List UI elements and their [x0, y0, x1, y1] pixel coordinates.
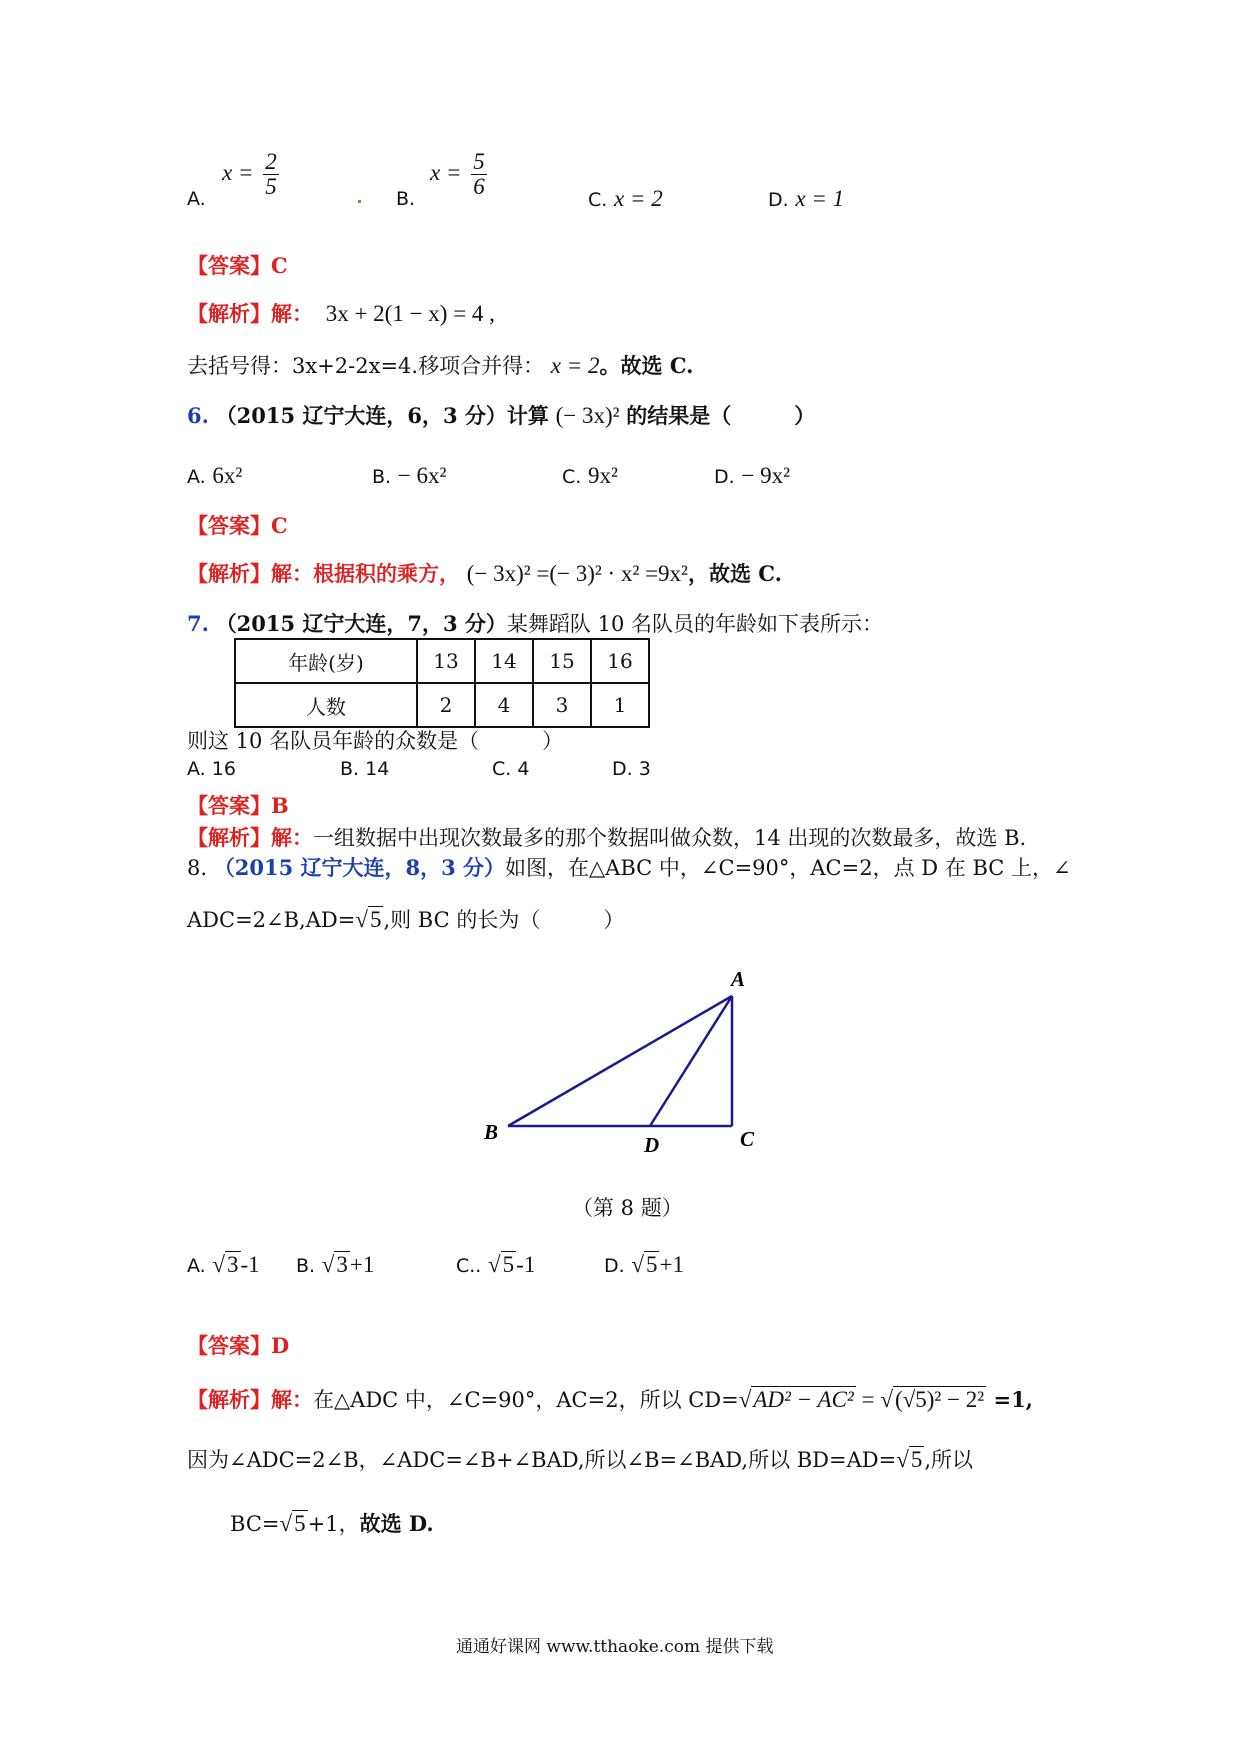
table-cell: 14	[475, 639, 533, 683]
q5-analysis-line2: 去括号得：3x+2-2x=4.移项合并得： x = 2。故选 C.	[187, 353, 694, 378]
q7-stem: 7. （2015 辽宁大连，7，3 分）某舞蹈队 10 名队员的年龄如下表所示：	[187, 611, 883, 636]
segment-ab	[508, 996, 732, 1126]
q8-option-b: B. √3+1	[296, 1252, 375, 1277]
table-cell: 3	[533, 683, 591, 727]
q8-analysis-line1: 【解析】解：在△ADC 中，∠C=90°，AC=2，所以 CD=√AD² − AC² = √(√5)² − 2² =1,	[187, 1387, 1033, 1412]
q7-answer: 【答案】B	[187, 793, 289, 818]
q8-stem-line1: 8. （2015 辽宁大连，8，3 分）如图，在△ABC 中，∠C=90°，AC=2，点 D 在 BC 上，∠	[187, 855, 1071, 880]
q7-analysis: 【解析】解：一组数据中出现次数最多的那个数据叫做众数，14 出现的次数最多，故选 B.	[187, 825, 1027, 850]
q5-option-a: A.	[187, 188, 206, 210]
q6-analysis: 【解析】解：根据积的乘方， (− 3x)² =(− 3)² · x² =9x²，故选 C.	[187, 561, 782, 586]
q8-analysis-line2: 因为∠ADC=2∠B，∠ADC=∠B+∠BAD,所以∠B=∠BAD,所以 BD=AD=√5,所以	[187, 1447, 974, 1472]
q5-answer: 【答案】C	[187, 253, 288, 278]
q8-analysis-line3: BC=√5+1，故选 D.	[230, 1511, 434, 1536]
q6-stem: 6. （2015 辽宁大连，6，3 分）计算 (− 3x)² 的结果是（ ）	[187, 403, 816, 428]
page-footer: 通通好课网 www.tthaoke.com 提供下载	[456, 1637, 774, 1657]
q5-analysis: 【解析】解： 3x + 2(1 − x) = 4 ,	[187, 301, 495, 326]
table-header-cell: 年龄(岁)	[235, 639, 417, 683]
q8-option-d: D. √5+1	[604, 1252, 684, 1277]
vertex-label-b: B	[484, 1120, 499, 1144]
q5-option-d: D. x = 1	[768, 186, 845, 211]
q5-option-c: C. x = 2	[588, 186, 663, 211]
table-cell: 15	[533, 639, 591, 683]
q8-option-c: C.. √5-1	[456, 1252, 536, 1277]
table-cell: 16	[591, 639, 649, 683]
q5-option-b: B.	[396, 188, 416, 210]
q5-option-b-expr: x = $\frac{5}{6}$	[430, 149, 485, 200]
table-row	[235, 683, 649, 727]
vertex-label-d: D	[644, 1133, 660, 1152]
q6-option-b: B. − 6x²	[372, 463, 447, 488]
figure-caption: （第 8 题）	[572, 1196, 683, 1220]
table-header-cell: 人数	[235, 683, 417, 727]
q7-option-b: B. 14	[340, 758, 390, 780]
vertex-label-a: A	[731, 967, 746, 991]
q6-option-d: D. − 9x²	[714, 463, 790, 488]
q6-option-a: A. 6x²	[187, 463, 243, 488]
q7-option-a: A. 16	[187, 758, 236, 780]
q8-stem-line2: ADC=2∠B,AD=√5,则 BC 的长为（ ）	[187, 907, 625, 932]
segment-ad	[650, 996, 732, 1126]
table-cell: 1	[591, 683, 649, 727]
table-row	[235, 639, 649, 683]
q7-option-d: D. 3	[612, 758, 651, 780]
q6-option-c: C. 9x²	[562, 463, 618, 488]
q6-answer: 【答案】C	[187, 513, 288, 538]
q5-option-a-expr: x = $\frac{2}{5}$	[222, 149, 277, 200]
q8-answer: 【答案】D	[187, 1333, 290, 1358]
q7-option-c: C. 4	[492, 758, 530, 780]
vertex-label-c: C	[740, 1127, 755, 1151]
q8-option-a: A. √3-1	[187, 1252, 260, 1277]
table-cell: 2	[417, 683, 475, 727]
triangle-figure	[470, 962, 770, 1152]
table-cell: 4	[475, 683, 533, 727]
q7-question: 则这 10 名队员年龄的众数是（ ）	[187, 729, 564, 753]
table-cell: 13	[417, 639, 475, 683]
stray-dot	[358, 200, 361, 203]
q7-age-table	[234, 638, 650, 728]
